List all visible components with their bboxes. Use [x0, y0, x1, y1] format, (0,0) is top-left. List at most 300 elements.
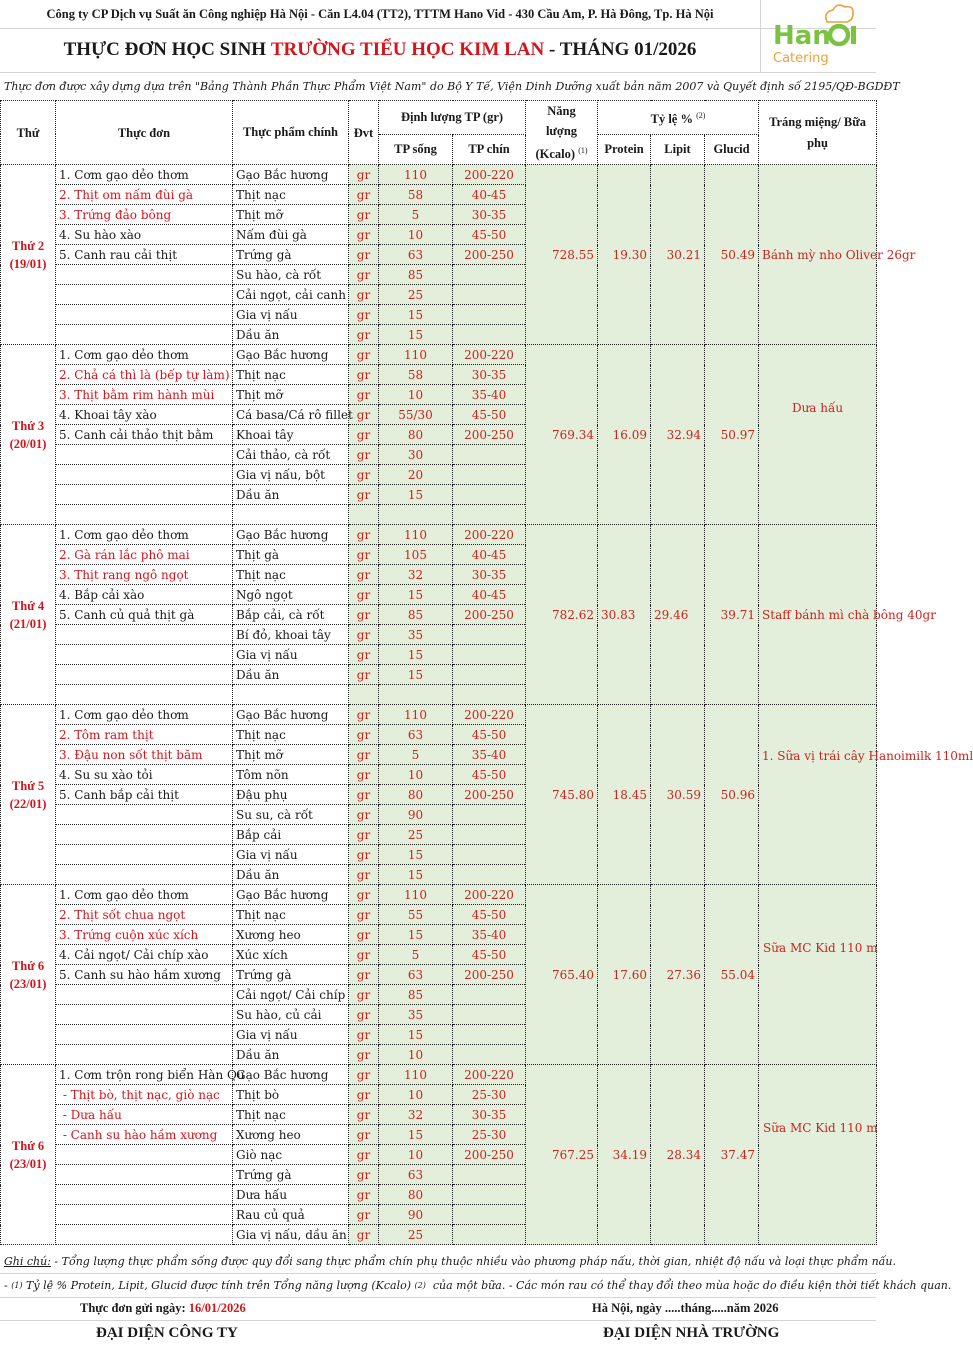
raw-quantity: 15: [379, 305, 453, 325]
dish-item: [56, 1045, 233, 1065]
ingredient-name: Cải ngọt, cải canh: [233, 285, 349, 305]
dish-item: [56, 1165, 233, 1185]
raw-quantity: 63: [379, 1165, 453, 1185]
unit-cell: gr: [349, 1045, 379, 1065]
unit-cell: gr: [349, 1165, 379, 1185]
ingredient-name: Bí đỏ, khoai tây: [233, 625, 349, 645]
dish-item: - Dưa hấu: [56, 1105, 233, 1125]
raw-quantity: 15: [379, 585, 453, 605]
cooked-quantity: 200-250: [453, 965, 526, 985]
ingredient-name: Bắp cải, cà rốt: [233, 605, 349, 625]
ingredient-name: Thịt nạc: [233, 185, 349, 205]
raw-quantity: 10: [379, 1045, 453, 1065]
raw-quantity: 32: [379, 1105, 453, 1125]
cooked-quantity: [453, 485, 526, 505]
table-row: [1, 345, 877, 365]
dish-item: 3. Trứng cuộn xúc xích: [56, 925, 233, 945]
cooked-quantity: 200-220: [453, 885, 526, 905]
table-row: [1, 525, 877, 545]
unit-cell: gr: [349, 905, 379, 925]
ingredient-name: Xúc xích: [233, 945, 349, 965]
ingredient-name: Thịt bò: [233, 1085, 349, 1105]
note2-prefix: -: [4, 1278, 12, 1292]
col-header-energy: [526, 101, 598, 165]
energy-value: 745.80: [526, 705, 598, 885]
dish-item: 5. Canh củ quả thịt gà: [56, 605, 233, 625]
ingredient-name: Thịt nạc: [233, 365, 349, 385]
lipit-value: 32.94: [651, 345, 705, 525]
cooked-quantity: 35-40: [453, 745, 526, 765]
cooked-quantity: 40-45: [453, 185, 526, 205]
day-date: (19/01): [9, 256, 47, 271]
raw-quantity: 25: [379, 1225, 453, 1245]
cooked-quantity: 40-45: [453, 585, 526, 605]
cooked-quantity: [453, 265, 526, 285]
raw-quantity: 15: [379, 485, 453, 505]
cooked-quantity: 30-35: [453, 205, 526, 225]
raw-quantity: 80: [379, 1185, 453, 1205]
raw-quantity: 58: [379, 185, 453, 205]
dish-item: [56, 1025, 233, 1045]
cooked-quantity: [453, 325, 526, 345]
raw-quantity: 110: [379, 885, 453, 905]
raw-quantity: 5: [379, 205, 453, 225]
raw-quantity: 15: [379, 1025, 453, 1045]
raw-quantity: 55/30: [379, 405, 453, 425]
col-header-menu: Thực đơn: [56, 101, 233, 165]
day-label: Thứ 6: [11, 1138, 45, 1153]
cooked-quantity: 40-45: [453, 545, 526, 565]
dessert-cell: Sữa MC Kid 110 m: [759, 1065, 877, 1245]
ingredient-name: Dầu ăn: [233, 325, 349, 345]
unit-cell: gr: [349, 245, 379, 265]
unit-cell: gr: [349, 925, 379, 945]
cooked-quantity: [453, 1045, 526, 1065]
cooked-quantity: 35-40: [453, 385, 526, 405]
unit-cell: gr: [349, 185, 379, 205]
ingredient-name: Dầu ăn: [233, 665, 349, 685]
energy-value: 765.40: [526, 885, 598, 1065]
dish-item: 4. Cải ngọt/ Cải chíp xào: [56, 945, 233, 965]
energy-value: 769.34: [526, 345, 598, 525]
raw-quantity: 35: [379, 1005, 453, 1025]
cooked-quantity: [453, 625, 526, 645]
ingredient-name: Su su, cà rốt: [233, 805, 349, 825]
ingredient-name: Gạo Bắc hương: [233, 1065, 349, 1085]
cooked-quantity: [453, 505, 526, 525]
dish-item: [56, 465, 233, 485]
day-label: Thứ 4: [11, 598, 45, 613]
cooked-quantity: [453, 825, 526, 845]
table-row: [1, 1065, 877, 1085]
cooked-quantity: [453, 285, 526, 305]
cooked-quantity: 200-220: [453, 705, 526, 725]
raw-quantity: 10: [379, 1085, 453, 1105]
sent-date-line: [80, 1297, 246, 1320]
unit-cell: gr: [349, 725, 379, 745]
title-prefix: THỰC ĐƠN HỌC SINH: [63, 39, 271, 60]
glucid-value: 39.71: [705, 525, 759, 705]
school-name: TRƯỜNG TIỂU HỌC KIM LAN: [270, 39, 545, 60]
raw-quantity: 10: [379, 225, 453, 245]
cooked-quantity: [453, 1185, 526, 1205]
ingredient-name: Dầu ăn: [233, 1045, 349, 1065]
col-header-quantity: Định lượng TP (gr): [379, 101, 526, 135]
col-header-unit: Đvt: [349, 101, 379, 165]
unit-cell: gr: [349, 425, 379, 445]
dish-item: 2. Gà rán lắc phô mai: [56, 545, 233, 565]
dish-item: 3. Trứng đảo bông: [56, 205, 233, 225]
ingredient-name: Gạo Bắc hương: [233, 885, 349, 905]
lipit-value: 30.59: [651, 705, 705, 885]
logo-icon: [761, 0, 877, 72]
col-header-lipit: Lipit: [651, 134, 705, 164]
unit-cell: gr: [349, 705, 379, 725]
unit-cell: gr: [349, 405, 379, 425]
dish-item: 3. Đậu non sốt thịt băm: [56, 745, 233, 765]
ingredient-name: Su hào, củ cải: [233, 1005, 349, 1025]
unit-cell: gr: [349, 825, 379, 845]
page-title: [0, 28, 760, 72]
raw-quantity: 85: [379, 985, 453, 1005]
note-label: Ghi chú:: [4, 1254, 51, 1268]
day-label: Thứ 3: [11, 418, 45, 433]
day-label: Thứ 2: [11, 238, 45, 253]
ingredient-name: Gia vị nấu: [233, 645, 349, 665]
ingredient-name: Gia vị nấu, dầu ăn: [233, 1225, 349, 1245]
subtitle: Thực đơn được xây dựng dựa trên "Bảng Thành Phần Thực Phẩm Việt Nam" do Bộ Y Tế, Viện Dinh Dưỡng xuất bản năm 2007 và Quyết định số 2195/QĐ-BGDĐT: [4, 79, 900, 93]
place-date: Hà Nội, ngày .....tháng.....năm 2026: [592, 1301, 779, 1315]
title-suffix: - THÁNG 01/2026: [544, 39, 697, 60]
col-header-glucid: Glucid: [705, 134, 759, 164]
day-date: (22/01): [9, 796, 47, 811]
note2-footnote-2: (2): [414, 1280, 426, 1290]
dish-item: 2. Chả cá thì là (bếp tự làm): [56, 365, 233, 385]
unit-cell: gr: [349, 1085, 379, 1105]
dish-item: [56, 1225, 233, 1245]
ingredient-name: Su hào, cà rốt: [233, 265, 349, 285]
dish-item: [56, 445, 233, 465]
glucid-value: 50.97: [705, 345, 759, 525]
unit-cell: gr: [349, 525, 379, 545]
raw-quantity: 15: [379, 645, 453, 665]
day-date: (20/01): [9, 436, 47, 451]
col-header-protein: Protein: [598, 134, 651, 164]
day-date: (23/01): [9, 976, 47, 991]
unit-cell: gr: [349, 1225, 379, 1245]
menu-body: [1, 165, 973, 1245]
ingredient-name: Thịt mỡ: [233, 385, 349, 405]
raw-quantity: 110: [379, 345, 453, 365]
lipit-value: 30.21: [651, 165, 705, 345]
ingredient-name: Xương heo: [233, 1125, 349, 1145]
ingredient-name: Đậu phụ: [233, 785, 349, 805]
raw-quantity: 110: [379, 705, 453, 725]
ingredient-name: Nấm đùi gà: [233, 225, 349, 245]
col-header-raw: TP sống: [379, 134, 453, 164]
cooked-quantity: [453, 845, 526, 865]
dish-item: 5. Canh su hào hầm xương: [56, 965, 233, 985]
unit-cell: gr: [349, 1125, 379, 1145]
cooked-quantity: 35-40: [453, 925, 526, 945]
unit-cell: gr: [349, 265, 379, 285]
dish-item: [56, 505, 233, 525]
unit-cell: gr: [349, 1105, 379, 1125]
day-cell: [1, 345, 56, 525]
day-cell: [1, 165, 56, 345]
unit-cell: gr: [349, 865, 379, 885]
ratio-footnote: (2): [696, 110, 706, 120]
ingredient-name: Gia vị nấu, bột: [233, 465, 349, 485]
col-header-ratio: [598, 101, 759, 135]
cooked-quantity: 45-50: [453, 405, 526, 425]
cooked-quantity: 45-50: [453, 905, 526, 925]
raw-quantity: 30: [379, 445, 453, 465]
lipit-value: 28.34: [651, 1065, 705, 1245]
ingredient-name: Ngô ngọt: [233, 585, 349, 605]
ingredient-name: Khoai tây: [233, 425, 349, 445]
dish-item: 3. Thịt rang ngô ngọt: [56, 565, 233, 585]
cooked-quantity: [453, 685, 526, 705]
unit-cell: gr: [349, 165, 379, 185]
cooked-quantity: 200-220: [453, 165, 526, 185]
school-representative: ĐẠI DIỆN NHÀ TRƯỜNG: [603, 1324, 780, 1341]
ingredient-name: Gạo Bắc hương: [233, 165, 349, 185]
ingredient-name: [233, 505, 349, 525]
dish-item: 5. Canh cải thảo thịt bằm: [56, 425, 233, 445]
cooked-quantity: 30-35: [453, 565, 526, 585]
cooked-quantity: 45-50: [453, 225, 526, 245]
logo-word: Han: [773, 21, 831, 51]
ingredient-name: Gia vị nấu: [233, 845, 349, 865]
cooked-quantity: [453, 1165, 526, 1185]
cooked-quantity: 200-250: [453, 1145, 526, 1165]
menu-table: [0, 100, 973, 1245]
day-label: Thứ 6: [11, 958, 45, 973]
col-header-cooked: TP chín: [453, 134, 526, 164]
cooked-quantity: 25-30: [453, 1085, 526, 1105]
dish-item: [56, 285, 233, 305]
cooked-quantity: 200-250: [453, 425, 526, 445]
ingredient-name: Dưa hấu: [233, 1185, 349, 1205]
unit-cell: gr: [349, 1185, 379, 1205]
day-cell: [1, 885, 56, 1065]
cooked-quantity: [453, 465, 526, 485]
note-text-1: - Tổng lượng thực phẩm sống được quy đổi sang thực phẩm chín phụ thuộc nhiều vào phương pháp nấu, thời gian, nhiệt độ nấu và loại thực phẩm nấu.: [50, 1254, 896, 1268]
dish-item: [56, 625, 233, 645]
dish-item: 3. Thịt bằm rim hành mùi: [56, 385, 233, 405]
hanoi-catering-logo: [760, 0, 876, 72]
cooked-quantity: 30-35: [453, 1105, 526, 1125]
day-date: (21/01): [9, 616, 47, 631]
unit-cell: gr: [349, 365, 379, 385]
ingredient-name: Xương heo: [233, 925, 349, 945]
glucid-value: 50.96: [705, 705, 759, 885]
unit-cell: gr: [349, 605, 379, 625]
col-header-dessert: Tráng miệng/ Bữa phụ: [759, 101, 877, 165]
unit-cell: gr: [349, 305, 379, 325]
dish-item: 2. Thịt om nấm đùi gà: [56, 185, 233, 205]
ingredient-name: Dầu ăn: [233, 485, 349, 505]
dish-item: 4. Su hào xào: [56, 225, 233, 245]
note-line-2: [0, 1273, 952, 1297]
dish-item: [56, 985, 233, 1005]
cooked-quantity: [453, 1205, 526, 1225]
ratio-label: Tỷ lệ %: [650, 111, 693, 126]
ingredient-name: Thịt nạc: [233, 1105, 349, 1125]
raw-quantity: 25: [379, 825, 453, 845]
dish-item: [56, 665, 233, 685]
note-text-2b: của một bữa. - Các món rau có thể thay đổi theo mùa hoặc do điều kiện thời tiết khách quan.: [425, 1278, 952, 1292]
day-date: (23/01): [9, 1156, 47, 1171]
dish-item: [56, 265, 233, 285]
cooked-quantity: [453, 805, 526, 825]
dish-item: 1. Cơm gạo dẻo thơm: [56, 525, 233, 545]
raw-quantity: 15: [379, 665, 453, 685]
dish-item: 5. Canh rau cải thịt: [56, 245, 233, 265]
ingredient-name: Gia vị nấu: [233, 1025, 349, 1045]
dish-item: 4. Su su xào tỏi: [56, 765, 233, 785]
cooked-quantity: [453, 665, 526, 685]
raw-quantity: 15: [379, 865, 453, 885]
dish-item: 5. Canh bắp cải thịt: [56, 785, 233, 805]
raw-quantity: 5: [379, 945, 453, 965]
raw-quantity: 58: [379, 365, 453, 385]
unit-cell: gr: [349, 645, 379, 665]
protein-value: 19.30: [598, 165, 651, 345]
ingredient-name: Bắp cải: [233, 825, 349, 845]
ingredient-name: Giò nạc: [233, 1145, 349, 1165]
dish-item: [56, 1145, 233, 1165]
unit-cell: gr: [349, 885, 379, 905]
col-header-day: Thứ: [1, 101, 56, 165]
dish-item: [56, 1185, 233, 1205]
protein-value: 16.09: [598, 345, 651, 525]
ingredient-name: Thịt mỡ: [233, 745, 349, 765]
ingredient-name: Gạo Bắc hương: [233, 345, 349, 365]
cooked-quantity: [453, 1025, 526, 1045]
cooked-quantity: [453, 865, 526, 885]
dish-item: [56, 1205, 233, 1225]
raw-quantity: 32: [379, 565, 453, 585]
raw-quantity: 15: [379, 1125, 453, 1145]
dish-item: 2. Tôm ram thịt: [56, 725, 233, 745]
company-header: Công ty CP Dịch vụ Suất ăn Công nghiệp Hà Nội - Căn L4.04 (TT2), TTTM Hano Vid - 430 Cầu Am, P. Hà Đông, Tp. Hà Nội: [46, 6, 714, 21]
dessert-cell: 1. Sữa vị trái cây Hanoimilk 110ml: [759, 705, 877, 885]
day-cell: [1, 525, 56, 705]
unit-cell: [349, 685, 379, 705]
day-cell: [1, 705, 56, 885]
raw-quantity: 85: [379, 605, 453, 625]
dessert-cell: Sữa MC Kid 110 m: [759, 885, 877, 1065]
ingredient-name: Thịt nạc: [233, 565, 349, 585]
unit-cell: gr: [349, 785, 379, 805]
ingredient-name: Gạo Bắc hương: [233, 525, 349, 545]
dish-item: 1. Cơm gạo dẻo thơm: [56, 885, 233, 905]
dish-item: [56, 865, 233, 885]
unit-cell: gr: [349, 765, 379, 785]
table-row: [1, 885, 877, 905]
cooked-quantity: 200-220: [453, 1065, 526, 1085]
dish-item: - Thịt bò, thịt nạc, giò nạc: [56, 1085, 233, 1105]
ingredient-name: Trứng gà: [233, 245, 349, 265]
col-header-food: Thực phẩm chính: [233, 101, 349, 165]
table-row: [1, 705, 877, 725]
unit-cell: gr: [349, 285, 379, 305]
lipit-value: 29.46: [651, 525, 705, 705]
dish-item: [56, 645, 233, 665]
ingredient-name: Thịt nạc: [233, 725, 349, 745]
sent-label: Thực đơn gửi ngày:: [80, 1301, 189, 1315]
note-line-1: [0, 1249, 896, 1273]
dish-item: 1. Cơm gạo dẻo thơm: [56, 705, 233, 725]
energy-value: 767.25: [526, 1065, 598, 1245]
raw-quantity: 63: [379, 725, 453, 745]
day-label: Thứ 5: [11, 778, 45, 793]
raw-quantity: 80: [379, 425, 453, 445]
raw-quantity: 15: [379, 925, 453, 945]
unit-cell: gr: [349, 665, 379, 685]
raw-quantity: 35: [379, 625, 453, 645]
ingredient-name: Thịt nạc: [233, 905, 349, 925]
ingredient-name: Gạo Bắc hương: [233, 705, 349, 725]
unit-cell: gr: [349, 625, 379, 645]
sent-date: 16/01/2026: [188, 1301, 246, 1315]
unit-cell: gr: [349, 325, 379, 345]
ingredient-name: Dầu ăn: [233, 865, 349, 885]
unit-cell: gr: [349, 745, 379, 765]
raw-quantity: 105: [379, 545, 453, 565]
unit-cell: [349, 505, 379, 525]
unit-cell: gr: [349, 565, 379, 585]
ingredient-name: Trứng gà: [233, 1165, 349, 1185]
raw-quantity: 15: [379, 845, 453, 865]
dish-item: 4. Bắp cải xào: [56, 585, 233, 605]
raw-quantity: 25: [379, 285, 453, 305]
unit-cell: gr: [349, 1145, 379, 1165]
unit-cell: gr: [349, 585, 379, 605]
dish-item: 1. Cơm gạo dẻo thơm: [56, 345, 233, 365]
company-representative: ĐẠI DIỆN CÔNG TY: [96, 1324, 238, 1341]
unit-cell: gr: [349, 445, 379, 465]
raw-quantity: 110: [379, 1065, 453, 1085]
dish-item: [56, 485, 233, 505]
unit-cell: gr: [349, 1025, 379, 1045]
unit-cell: gr: [349, 485, 379, 505]
raw-quantity: 110: [379, 165, 453, 185]
protein-value: 30.83: [598, 525, 651, 705]
raw-quantity: 10: [379, 765, 453, 785]
ingredient-name: Gia vị nấu: [233, 305, 349, 325]
cooked-quantity: [453, 1005, 526, 1025]
note-text-2a: Tỷ lệ % Protein, Lipit, Glucid được tính trên Tổng năng lượng (Kcalo): [22, 1278, 415, 1292]
protein-value: 18.45: [598, 705, 651, 885]
cooked-quantity: 45-50: [453, 765, 526, 785]
dish-item: 1. Cơm trộn rong biển Hàn Qu: [56, 1065, 233, 1085]
cooked-quantity: 25-30: [453, 1125, 526, 1145]
unit-cell: gr: [349, 965, 379, 985]
energy-label: Năng lượng (Kcalo): [535, 104, 578, 162]
unit-cell: gr: [349, 385, 379, 405]
glucid-value: 55.04: [705, 885, 759, 1065]
glucid-value: 50.49: [705, 165, 759, 345]
cooked-quantity: [453, 305, 526, 325]
cooked-quantity: [453, 985, 526, 1005]
dish-item: [56, 805, 233, 825]
ingredient-name: Trứng gà: [233, 965, 349, 985]
ingredient-name: Thịt gà: [233, 545, 349, 565]
raw-quantity: 55: [379, 905, 453, 925]
